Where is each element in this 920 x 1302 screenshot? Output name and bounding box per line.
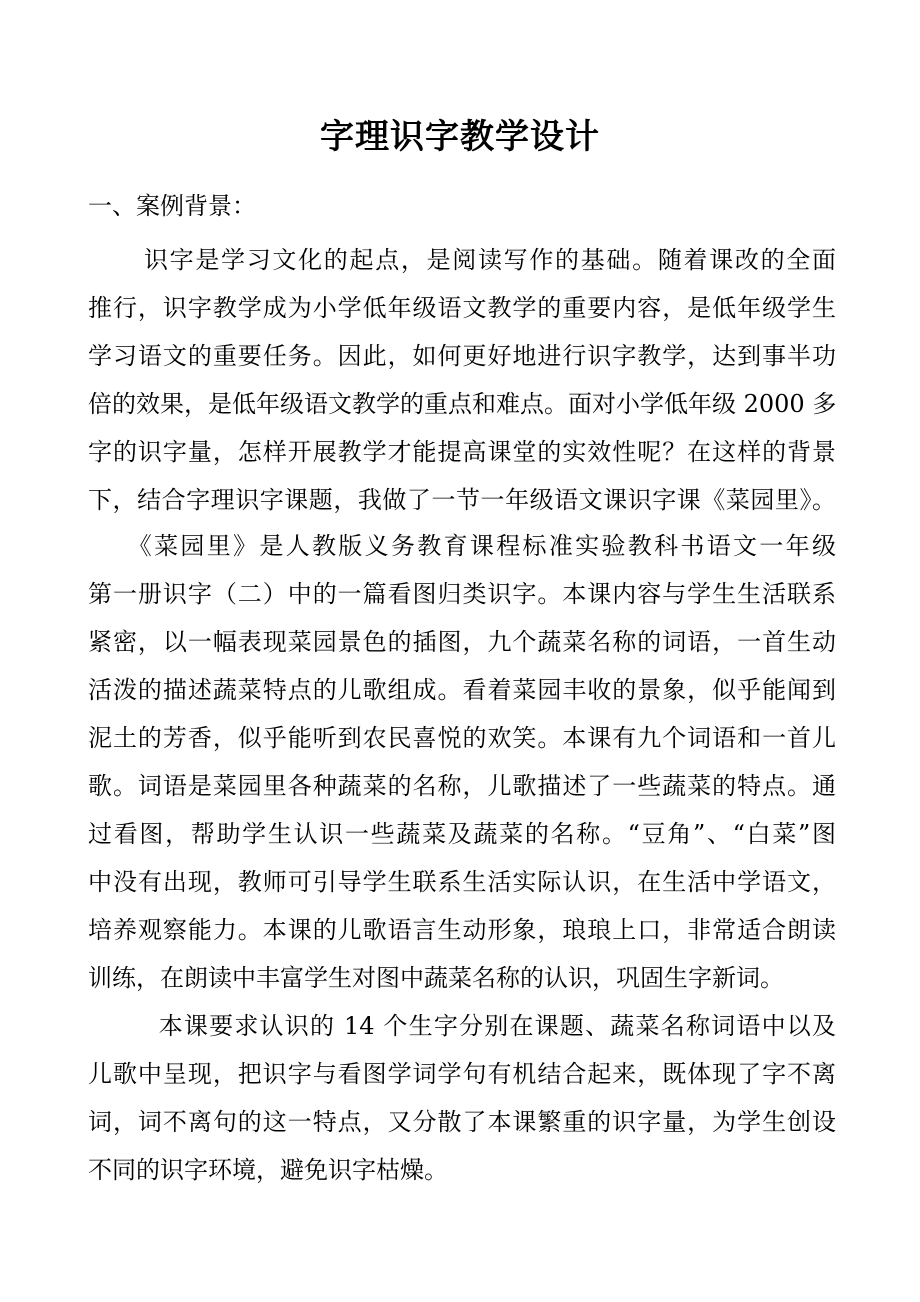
- paragraph-line: 字的识字量，怎样开展教学才能提高课堂的实效性呢？在这样的背景: [88, 438, 836, 466]
- paragraph-line: 过看图，帮助学生认识一些蔬菜及蔬菜的名称。“豆角”、“白菜”图: [88, 820, 836, 848]
- paragraph-line: 第一册识字（二）中的一篇看图归类识字。本课内容与学生生活联系: [88, 580, 836, 608]
- paragraph-line: 倍的效果，是低年级语文教学的重点和难点。面对小学低年级 2000 多: [88, 390, 837, 418]
- document-title: 字理识字教学设计: [320, 117, 600, 157]
- paragraph-line: 活泼的描述蔬菜特点的儿歌组成。看着菜园丰收的景象，似乎能闻到: [88, 676, 836, 704]
- paragraph-line: 下，结合字理识字课题，我做了一节一年级语文课识字课《菜园里》。: [88, 486, 836, 514]
- paragraph-line: 学习语文的重要任务。因此，如何更好地进行识字教学，达到事半功: [88, 342, 836, 370]
- paragraph-line: 训练，在朗读中丰富学生对图中蔬菜名称的认识，巩固生字新词。: [88, 964, 784, 992]
- paragraph-line: 本课要求认识的 14 个生字分别在课题、蔬菜名称词语中以及: [88, 1012, 836, 1040]
- paragraph-2: [88, 522, 836, 1002]
- paragraph-line: 识字是学习文化的起点，是阅读写作的基础。随着课改的全面: [88, 246, 836, 274]
- paragraph-line: 词，词不离句的这一特点，又分散了本课繁重的识字量，为学生创设: [88, 1108, 836, 1136]
- paragraph-line: 《菜园里》是人教版义务教育课程标准实验教科书语文一年级: [88, 532, 836, 560]
- paragraph-line: 歌。词语是菜园里各种蔬菜的名称，儿歌描述了一些蔬菜的特点。通: [88, 772, 836, 800]
- paragraph-line: 推行，识字教学成为小学低年级语文教学的重要内容，是低年级学生: [88, 294, 836, 322]
- paragraph-3: [88, 1002, 836, 1194]
- paragraph-line: 不同的识字环境，避免识字枯燥。: [88, 1156, 448, 1184]
- paragraph-1: [88, 236, 836, 524]
- paragraph-line: 泥土的芳香，似乎能听到农民喜悦的欢笑。本课有九个词语和一首儿: [88, 724, 836, 752]
- paragraph-line: 紧密，以一幅表现菜园景色的插图，九个蔬菜名称的词语，一首生动: [88, 628, 836, 656]
- section-heading: 一、案例背景：: [88, 192, 256, 220]
- paragraph-line: 培养观察能力。本课的儿歌语言生动形象，琅琅上口，非常适合朗读: [88, 916, 836, 944]
- paragraph-line: 中没有出现，教师可引导学生联系生活实际认识，在生活中学语文，: [88, 868, 836, 896]
- paragraph-line: 儿歌中呈现，把识字与看图学词学句有机结合起来，既体现了字不离: [88, 1060, 836, 1088]
